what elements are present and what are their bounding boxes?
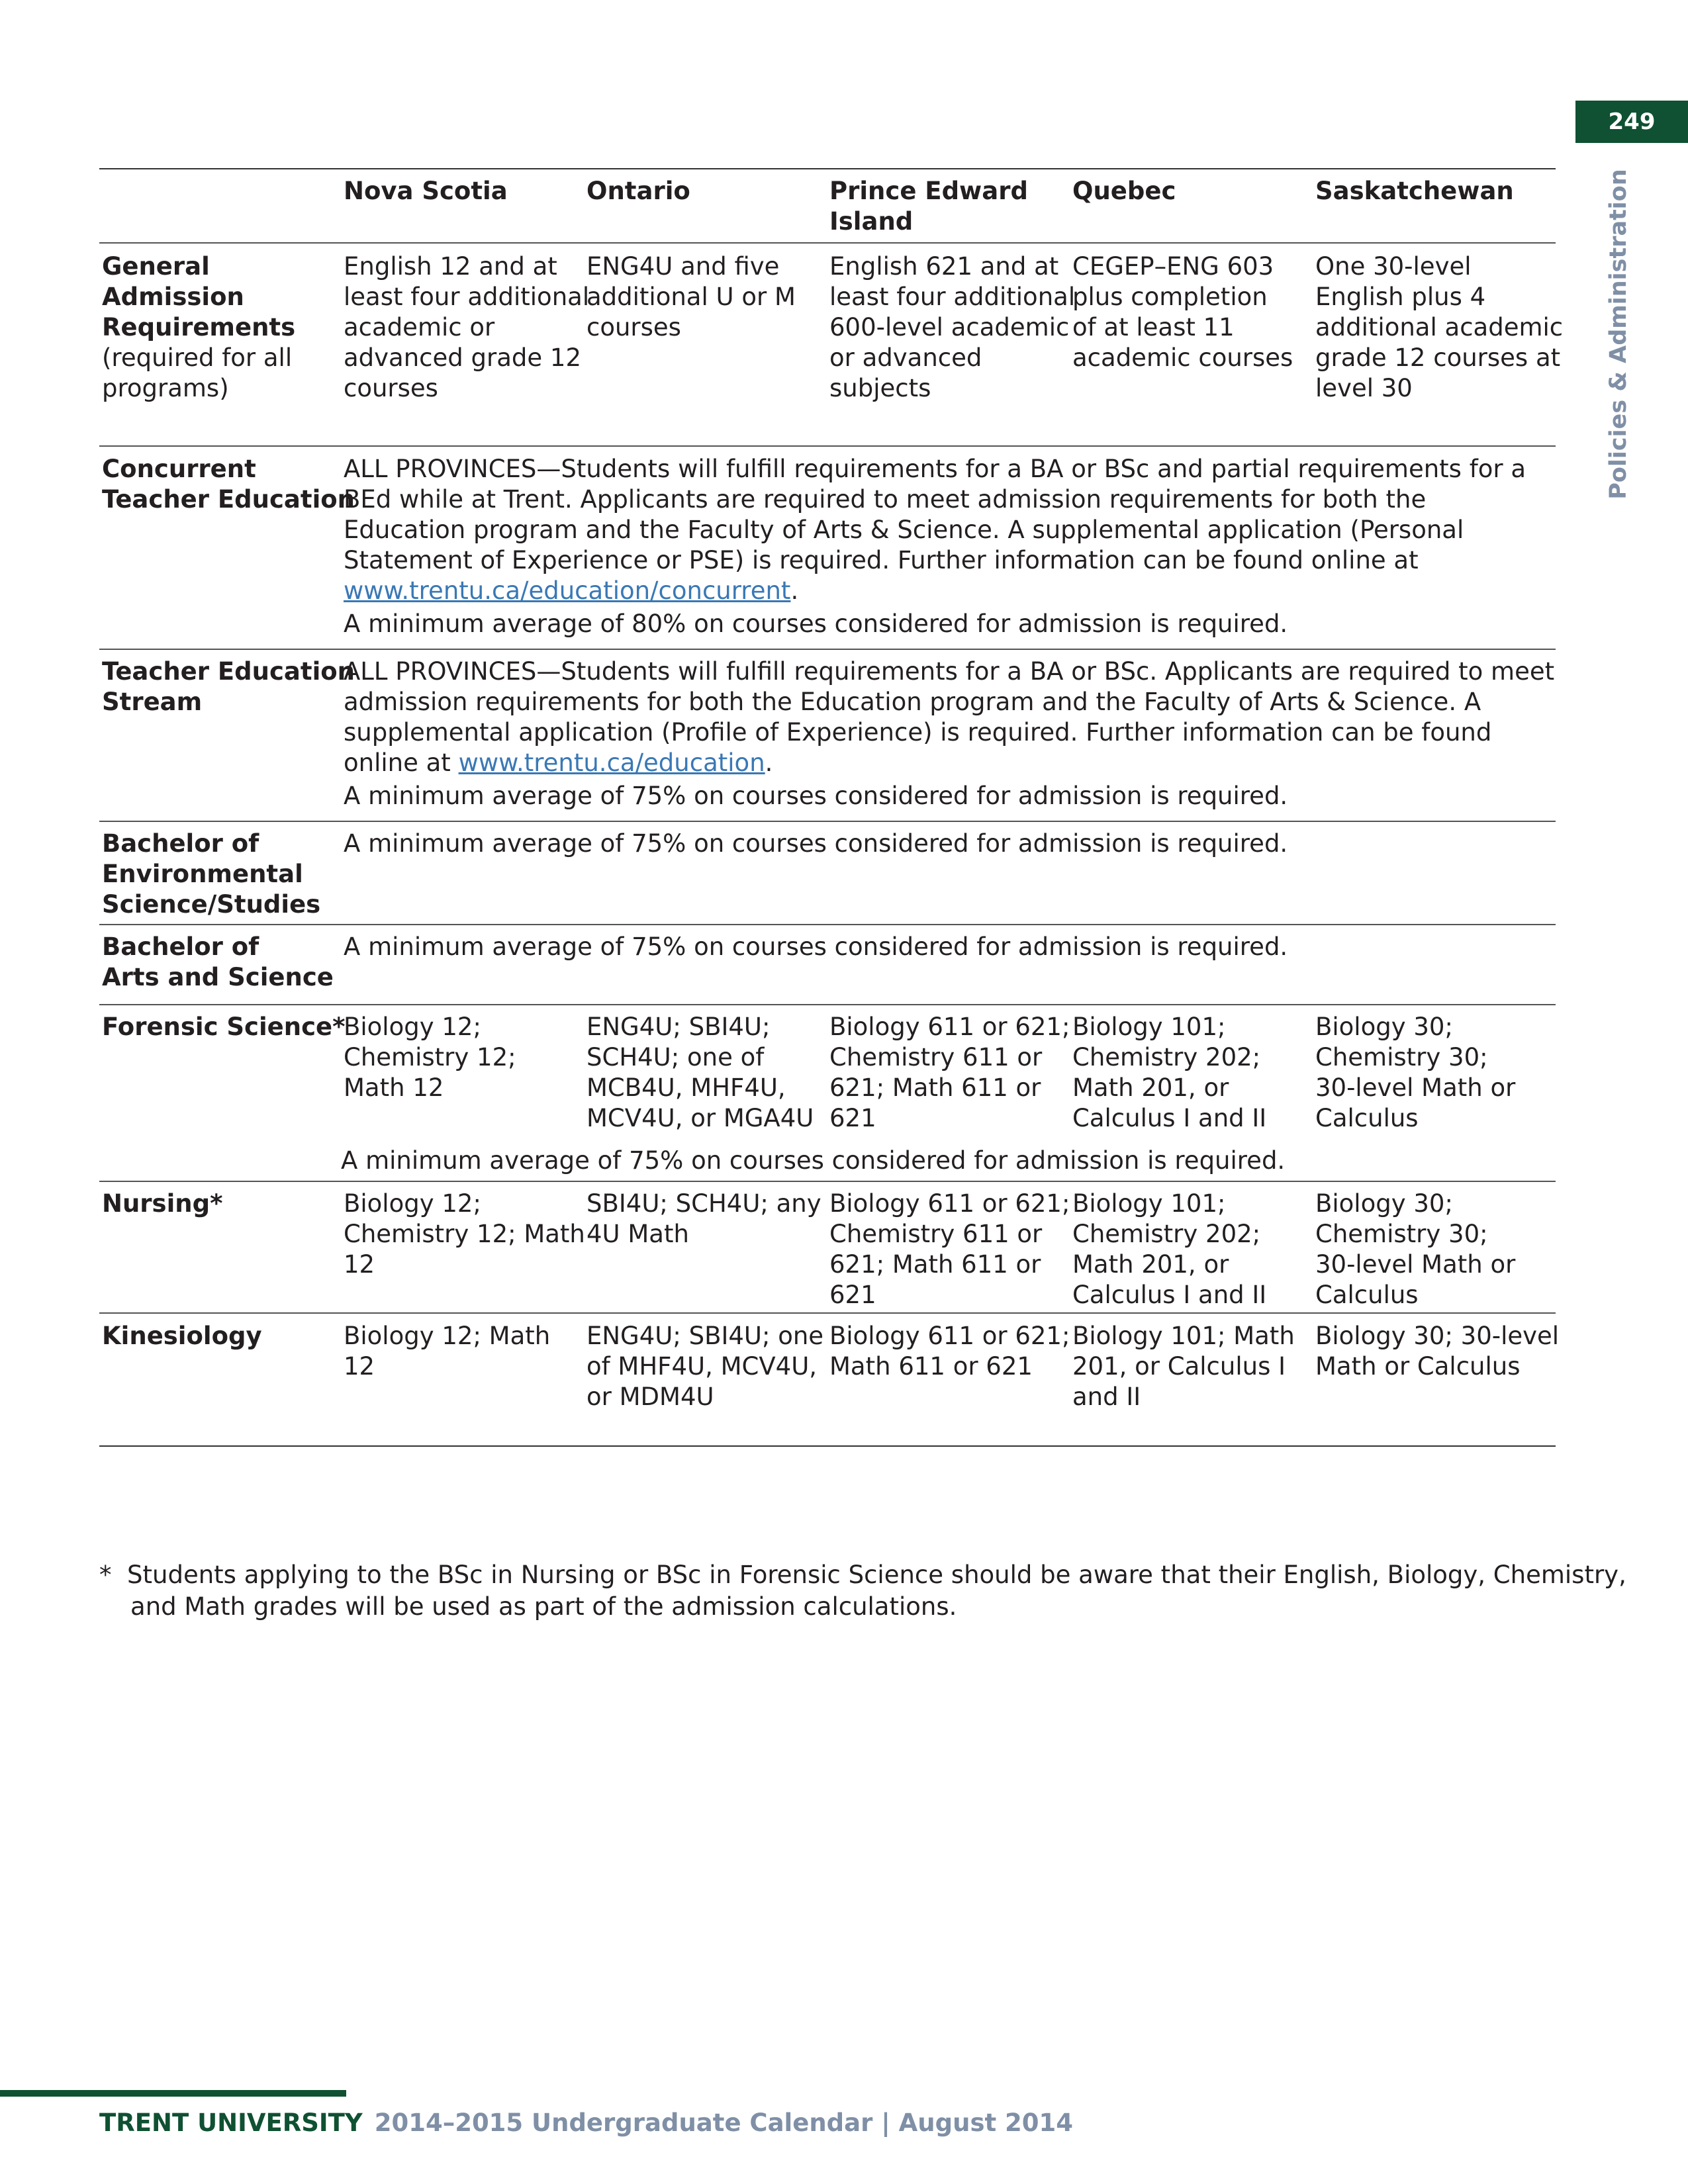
row-rule xyxy=(99,821,1556,822)
table-cell: Biology 611 or 621; Math 611 or 621 xyxy=(829,1322,1070,1381)
page-number: 249 xyxy=(1575,101,1688,143)
table-cell: Biology 12; Chemistry 12; Math 12 xyxy=(344,1189,585,1279)
table-cell: Biology 30; 30-level Math or Calculus xyxy=(1315,1322,1560,1381)
row-label-environmental: Bachelor of Environmental Science/Studies xyxy=(102,829,321,919)
concurrent-text: ALL PROVINCES—Students will fulfill requirements for a BA or BSc and partial requirements for a BEd while at Trent. Applicants are required to meet admission requirements for both the Education program and the Faculty of Arts & Science. A supplemental application (Personal Statement of Experience or PSE) is required. Further information can be found online at xyxy=(344,455,1526,574)
table-cell: CEGEP–ENG 603 plus completion of at least 11 academic courses xyxy=(1072,252,1293,372)
forensic-minimum: A minimum average of 75% on courses considered for admission is required. xyxy=(341,1146,1286,1175)
row-rule xyxy=(99,649,1556,650)
table-cell: English 621 and at least four additional 600-level academic or advanced subjects xyxy=(829,252,1076,402)
column-header-ontario: Ontario xyxy=(586,177,690,205)
table-cell: Biology 30; Chemistry 30; 30-level Math or Calculus xyxy=(1315,1013,1516,1132)
table-cell: Biology 101; Chemistry 202; Math 201, or Calculus I and II xyxy=(1072,1013,1267,1132)
row-label-forensic: Forensic Science* xyxy=(102,1013,346,1041)
table-top-rule xyxy=(99,168,1556,169)
row-rule xyxy=(99,445,1556,447)
concurrent-minimum: A minimum average of 80% on courses considered for admission is required. xyxy=(344,610,1288,638)
footer-calendar: 2014–2015 Undergraduate Calendar | August 2014 xyxy=(374,2109,1074,2137)
table-cell: Biology 611 or 621; Chemistry 611 or 621; Math 611 or 621 xyxy=(829,1189,1070,1309)
header-rule xyxy=(99,242,1556,244)
row-label-teacher-stream: Teacher Education Stream xyxy=(102,657,355,716)
table-cell: SBI4U; SCH4U; any 4U Math xyxy=(586,1189,821,1248)
teacher-stream-text: ALL PROVINCES—Students will fulfill requirements for a BA or BSc. Applicants are required to meet admission requirements for both the Education program and the Faculty of Arts & Science. A supplemental application (Profile of Experience) is required. Further information can be found online at xyxy=(344,657,1555,777)
footer-brand: TRENT UNIVERSITY xyxy=(99,2109,363,2137)
column-header-nova-scotia: Nova Scotia xyxy=(344,177,508,205)
row-rule xyxy=(99,924,1556,925)
table-cell: Biology 12; Chemistry 12; Math 12 xyxy=(344,1013,516,1102)
teacher-stream-link[interactable]: www.trentu.ca/education xyxy=(458,749,765,777)
table-cell: Biology 12; Math 12 xyxy=(344,1322,551,1381)
row-label-nursing: Nursing* xyxy=(102,1189,223,1218)
concurrent-description: ALL PROVINCES—Students will fulfill requirements for a BA or BSc and partial requirements for a BEd while at Trent. Applicants are required to meet admission requirements for both the Education program and the Faculty of Arts & Science. A supplemental application (Personal Statement of Experience or PSE) is required. Further information can be found online at www.trentu.ca/education/concurrent. A minimum average of 80% on courses considered for admission is required. xyxy=(344,454,1555,639)
table-cell: ENG4U and five additional U or M courses xyxy=(586,252,796,341)
arts-science-minimum: A minimum average of 75% on courses considered for admission is required. xyxy=(344,933,1288,961)
footer-rule xyxy=(0,2090,346,2097)
teacher-stream-description: ALL PROVINCES—Students will fulfill requirements for a BA or BSc. Applicants are required to meet admission requirements for both the Education program and the Faculty of Arts & Science. A supplemental application (Profile of Experience) is required. Further information can be found online at www.trentu.ca/education. A minimum average of 75% on courses considered for admission is required. xyxy=(344,657,1555,810)
table-cell: Biology 611 or 621; Chemistry 611 or 621; Math 611 or 621 xyxy=(829,1013,1070,1132)
column-header-quebec: Quebec xyxy=(1072,177,1176,205)
environmental-minimum: A minimum average of 75% on courses considered for admission is required. xyxy=(344,829,1288,858)
concurrent-link[interactable]: www.trentu.ca/education/concurrent xyxy=(344,576,791,605)
table-cell: Biology 101; Chemistry 202; Math 201, or Calculus I and II xyxy=(1072,1189,1267,1309)
table-cell: Biology 101; Math 201, or Calculus I and II xyxy=(1072,1322,1295,1411)
section-side-label xyxy=(1595,169,1642,500)
table-cell: English 12 and at least four additional academic or advanced grade 12 courses xyxy=(344,252,590,402)
table-cell: Biology 30; Chemistry 30; 30-level Math or Calculus xyxy=(1315,1189,1516,1309)
section-side-label-text: Policies & Administration xyxy=(1605,169,1632,500)
footer xyxy=(99,2109,1073,2137)
row-label-arts-science: Bachelor of Arts and Science xyxy=(102,933,334,991)
row-label-general-admission xyxy=(102,251,295,404)
row-label-kinesiology: Kinesiology xyxy=(102,1322,262,1350)
row-rule xyxy=(99,1181,1556,1182)
footnote: * Students applying to the BSc in Nursing or BSc in Forensic Science should be aware that their English, Biology, Chemistry, and Math grades will be used as part of the admission calculations. xyxy=(99,1561,1626,1621)
row-rule xyxy=(99,1312,1556,1314)
table-cell: One 30-level English plus 4 additional academic grade 12 courses at level 30 xyxy=(1315,252,1564,402)
row-rule xyxy=(99,1004,1556,1005)
column-header-saskatchewan: Saskatchewan xyxy=(1315,177,1514,205)
table-cell: ENG4U; SBI4U; one of MHF4U, MCV4U, or MDM4U xyxy=(586,1322,824,1411)
row-label-text: General Admission Requirements xyxy=(102,252,296,341)
column-header-pei: Prince Edward Island xyxy=(829,177,1028,236)
teacher-stream-minimum: A minimum average of 75% on courses considered for admission is required. xyxy=(344,782,1288,810)
row-label-concurrent: Concurrent Teacher Education xyxy=(102,455,355,514)
table-cell: ENG4U; SBI4U; SCH4U; one of MCB4U, MHF4U, MCV4U, or MGA4U xyxy=(586,1013,814,1132)
row-label-note: (required for all programs) xyxy=(102,343,293,402)
table-bottom-rule xyxy=(99,1445,1556,1447)
